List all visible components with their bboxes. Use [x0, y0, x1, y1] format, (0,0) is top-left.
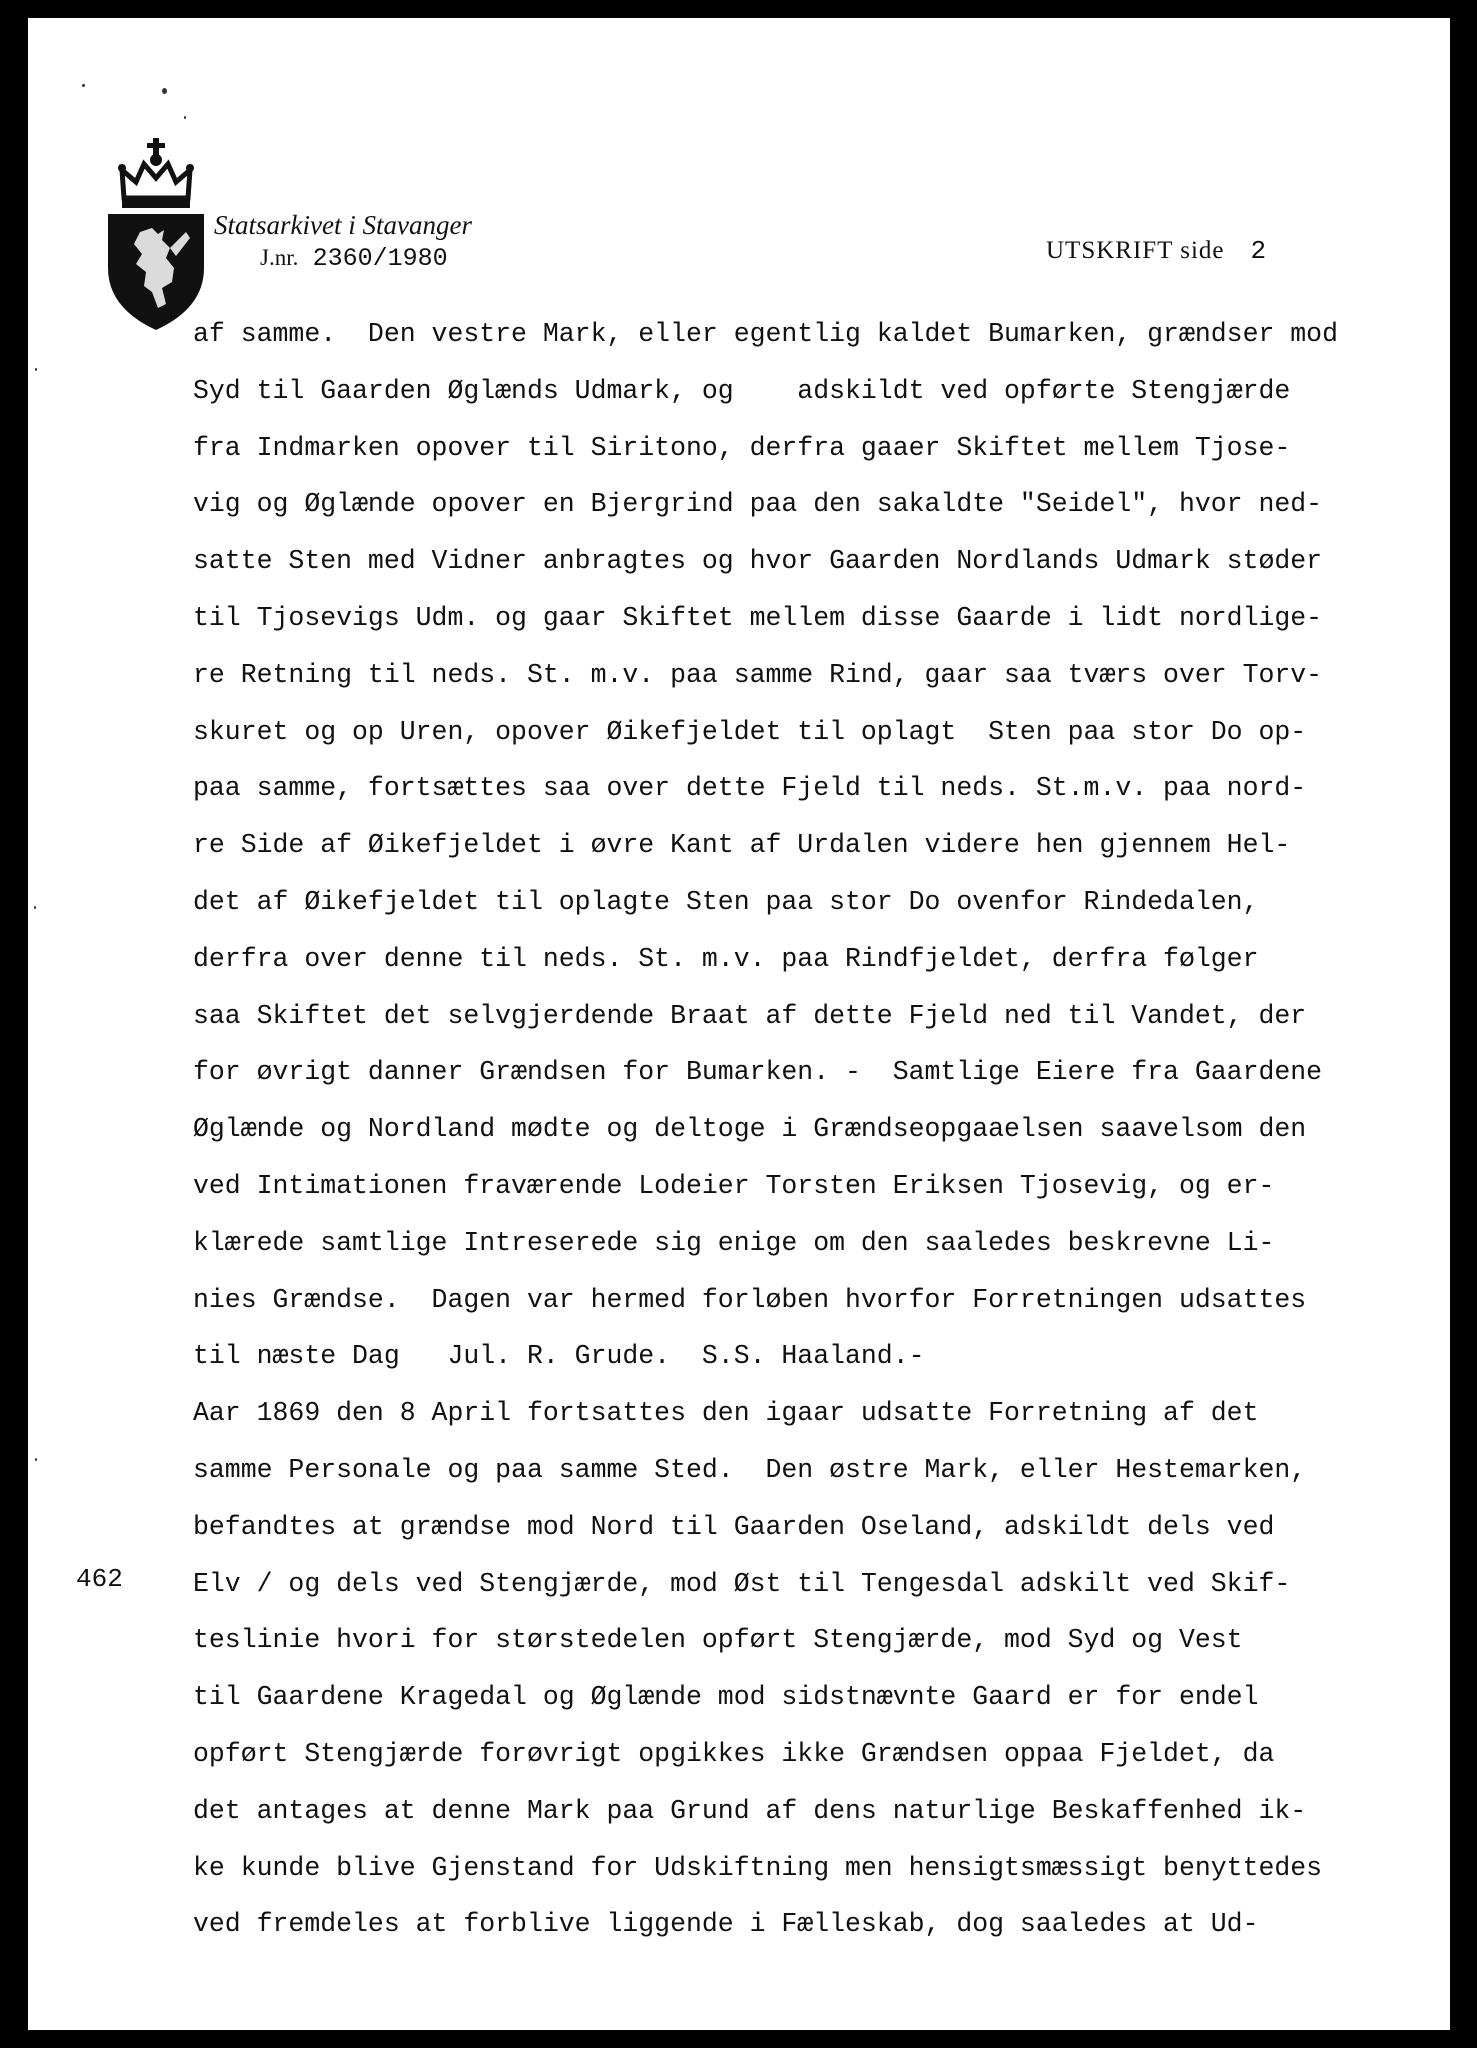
scan-speck	[162, 88, 167, 94]
text-line: ved Intimationen fraværende Lodeier Torsten Eriksen Tjosevig, og er-	[193, 1170, 1275, 1201]
text-line: befandtes at grændse mod Nord til Gaarden Oseland, adskildt dels ved	[193, 1511, 1275, 1542]
scan-speck	[35, 368, 37, 371]
text-line: Aar 1869 den 8 April fortsattes den igaar udsatte Forretning af det	[193, 1398, 1259, 1429]
text-line: re Retning til neds. St. m.v. paa samme Rind, gaar saa tværs over Torv-	[193, 659, 1323, 690]
text-line: samme Personale og paa samme Sted. Den østre Mark, eller Hestemarken,	[193, 1454, 1307, 1485]
archive-name: Statsarkivet i Stavanger	[214, 210, 472, 240]
text-line: til Tjosevigs Udm. og gaar Skiftet mellem disse Gaarde i lidt nordlige-	[193, 602, 1323, 633]
text-line: ke kunde blive Gjenstand for Udskiftning men hensigtsmæssigt benyttedes	[193, 1852, 1323, 1883]
transcript-body	[193, 306, 1433, 1953]
text-line: til Gaardene Kragedal og Øglænde mod sidstnævnte Gaard er for endel	[193, 1682, 1259, 1713]
text-line: Øglænde og Nordland mødte og deltoge i Grændseopgaaelsen saavelsom den	[193, 1114, 1307, 1145]
document-page	[28, 18, 1450, 2030]
journal-number-value: 2360/1980	[312, 244, 448, 273]
text-line: paa samme, fortsættes saa over dette Fjeld til neds. St.m.v. paa nord-	[193, 773, 1307, 804]
journal-number	[260, 244, 448, 273]
text-line: det af Øikefjeldet til oplagte Sten paa stor Do ovenfor Rindedalen,	[193, 886, 1259, 917]
scan-speck	[34, 906, 36, 909]
page-number: 2	[1250, 236, 1267, 266]
text-line: af samme. Den vestre Mark, eller egentlig kaldet Bumarken, grændser mod	[193, 319, 1338, 349]
scan-speck	[35, 1458, 37, 1461]
text-line: Elv / og dels ved Stengjærde, mod Øst til Tengesdal adskilt ved Skif-	[193, 1568, 1291, 1599]
scan-speck	[82, 84, 85, 87]
text-line: fra Indmarken opover til Siritono, derfra gaaer Skiftet mellem Tjose-	[193, 432, 1291, 463]
text-line: Syd til Gaarden Øglænds Udmark, og adskildt ved opførte Stengjærde	[193, 375, 1291, 406]
coat-of-arms-icon	[100, 136, 212, 332]
text-line: vig og Øglænde opover en Bjergrind paa den sakaldte "Seidel", hvor ned-	[193, 489, 1323, 520]
journal-number-label: J.nr.	[260, 245, 299, 270]
text-line: derfra over denne til neds. St. m.v. paa Rindfjeldet, derfra følger	[193, 943, 1259, 974]
text-line: saa Skiftet det selvgjerdende Braat af dette Fjeld ned til Vandet, der	[193, 1000, 1307, 1031]
text-line: opført Stengjærde forøvrigt opgikkes ikke Grændsen oppaa Fjeldet, da	[193, 1738, 1275, 1769]
scan-speck	[184, 116, 186, 119]
text-line: for øvrigt danner Grændsen for Bumarken. - Samtlige Eiere fra Gaardene	[193, 1057, 1323, 1088]
page-label: UTSKRIFT side	[1046, 237, 1225, 264]
page-header	[1046, 236, 1266, 266]
text-line: satte Sten med Vidner anbragtes og hvor Gaarden Nordlands Udmark støder	[193, 546, 1323, 577]
margin-note: 462	[76, 1564, 123, 1594]
text-line: til næste Dag Jul. R. Grude. S.S. Haaland.-	[193, 1341, 925, 1372]
text-line: ved fremdeles at forblive liggende i Fælleskab, dog saaledes at Ud-	[193, 1909, 1259, 1940]
text-line: re Side af Øikefjeldet i øvre Kant af Urdalen videre hen gjennem Hel-	[193, 830, 1291, 861]
text-line: teslinie hvori for størstedelen opført Stengjærde, mod Syd og Vest	[193, 1625, 1243, 1656]
text-line: det antages at denne Mark paa Grund af dens naturlige Beskaffenhed ik-	[193, 1795, 1307, 1826]
text-line: klærede samtlige Intreserede sig enige om den saaledes beskrevne Li-	[193, 1227, 1275, 1258]
text-line: nies Grændse. Dagen var hermed forløben hvorfor Forretningen udsattes	[193, 1284, 1307, 1315]
text-line: skuret og op Uren, opover Øikefjeldet til oplagt Sten paa stor Do op-	[193, 716, 1307, 747]
